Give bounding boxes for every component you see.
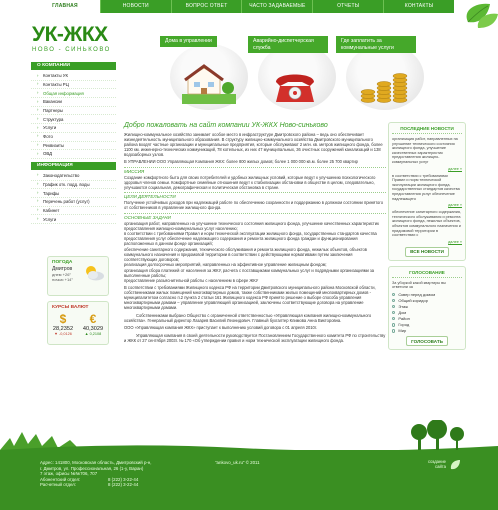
task-item: организация работ, направленных на улучшение технического состояния жилищного фонда, улучшение качественных характеристик предоставления жилищно-коммунальных услуг населению; <box>124 220 379 231</box>
poll-box <box>388 266 466 351</box>
sidebar-item-works-list[interactable]: › Перечень работ (услуг) <box>31 198 116 207</box>
nav-home[interactable]: ГЛАВНАЯ <box>30 0 101 13</box>
sidebar-item-water-schedule[interactable]: › График отк. подд. воды <box>31 181 116 190</box>
address-line: 7 этаж, офисы №№706, 707 <box>40 471 98 477</box>
calc-label: Расчетный отдел: <box>40 482 77 488</box>
mission-paragraph: Создание комфортного быта для своих потребителей и удобных жилищных условий, которые ведут к улучшению психологического здоровья членов семьи. Комфортные семейные отношения ведут к стабилизации обстановки в обществе в целом, следовательно, улучшаются социальная, демографическая и политическая обстановка в стране. <box>124 174 376 190</box>
news-more-link[interactable]: далее » <box>448 239 462 244</box>
nav-faq[interactable]: ЧАСТО ЗАДАВАЕМЫЕ ВОПРОСЫ <box>242 0 313 13</box>
radio-icon[interactable] <box>392 329 395 332</box>
subscriber-phone: 8 (222) 3-22-44 <box>108 476 139 482</box>
news-box <box>388 122 466 261</box>
footer <box>0 450 498 510</box>
nav-qa[interactable]: ВОПРОС ОТВЕТ <box>172 0 243 13</box>
top-navigation <box>30 0 454 22</box>
management-paragraph: В УПРАВЛЕНИИ ООО Управляющая Компания ЖКХ: более 800 жилых домов; более 1 000 000 кв.м. более 25 700 квартир <box>124 159 358 165</box>
banner-payment[interactable] <box>336 36 446 114</box>
telephone-icon <box>270 64 320 104</box>
poll-option-label: Сквер перед домом <box>398 291 436 297</box>
leaf-decoration-icon <box>454 0 498 30</box>
usd-rate: 28,2352 <box>52 326 74 332</box>
currency-title: КУРСЫ ВАЛЮТ <box>52 305 89 310</box>
goals-heading: ЦЕЛИ ДЕЯТЕЛЬНОСТИ <box>124 192 386 199</box>
sidebar-item-services-info[interactable]: › Услуги <box>31 215 116 224</box>
task-item: предоставление разъяснительной работы с населением в сфере ЖКУ <box>124 278 259 284</box>
poll-option[interactable] <box>392 304 462 309</box>
law-paragraph: В соответствии с требованиями Жилищного кодекса РФ на территории Дмитровского муниципального района Московской области, собственниками жилых помещений многоквартирных домов, также собственниками жилых помещений многоквартирных домов - муниципалитетом согласно п.2 пункта 2 статьи 161 Жилищного кодекса РФ принято решение о выборе способа управления многоквартирными домами – управление управляющей организацией, заключены соответствующие договора на управление многоквартирными домами. <box>124 285 376 311</box>
currency-widget <box>47 301 109 345</box>
eur-rate: 40,3029 <box>82 326 104 332</box>
sidebar-item-contacts-rc[interactable]: › Контакты РЦ <box>31 81 116 90</box>
banner-payment-label: Где заплатить за коммунальные услуги <box>336 36 416 53</box>
page-title: Добро пожаловать на сайт компании УК-ЖКХ Ново-синьково <box>124 122 328 129</box>
all-news-button[interactable]: ВСЕ НОВОСТИ <box>405 247 449 257</box>
company-menu <box>31 70 116 162</box>
poll-option[interactable] <box>392 310 462 315</box>
tasks-heading: ОСНОВНЫЕ ЗАДАЧИ <box>124 213 386 220</box>
logo-subtitle: НОВО - СИНЬКОВО <box>32 47 111 53</box>
nav-contacts[interactable]: КОНТАКТЫ <box>404 3 434 9</box>
nav-news[interactable]: НОВОСТИ <box>101 0 172 13</box>
news-header: ПОСЛЕДНИЕ НОВОСТИ <box>392 126 462 134</box>
news-more-link[interactable]: далее » <box>448 203 462 208</box>
radio-icon[interactable] <box>392 311 395 314</box>
sidebar-item-cabinet[interactable]: › Кабинет <box>31 207 116 216</box>
sidebar-item-requisites[interactable]: › Реквизиты <box>31 142 116 151</box>
poll-option[interactable] <box>392 316 462 321</box>
banner-emergency-label: Аварийно-диспетчерская служба <box>248 36 328 53</box>
task-item: организация сбора платежей от населения за ЖКУ, расчета с поставщиками коммунальных услуг и подрядными организациями за выполненные работы; <box>124 267 375 278</box>
task-item: в соответствии с требованиями Правил и норм технической эксплуатации жилищного фонда, государственных стандартов качества предоставления услуг обеспечение надлежащего содержания и ремонта жилищного фонда граждан и функционирования расположенных в данном фонде организаций; <box>124 231 377 247</box>
coins-icon <box>358 64 414 104</box>
mission-heading: МИССИЯ <box>124 167 386 174</box>
site-creator-link[interactable]: создание сайта <box>427 459 446 469</box>
sidebar-item-tariffs[interactable]: › Тарифы <box>31 189 116 198</box>
poll-question: За уборкой какой квартиры вы ответили за <box>392 280 446 290</box>
task-item: реализация долгосрочных мероприятий, направленных на эффективное управление жилищным фондом; <box>124 262 327 268</box>
poll-option-label: Район <box>398 316 410 322</box>
sidebar-item-photo[interactable]: › Фото <box>31 133 116 142</box>
poll-option-label: Этаж <box>398 304 408 310</box>
news-item: организация работ, направленных на улучшение технического состояния жилищного фонда, улучшение качественных характеристик предоставления жилищно-коммунальных услуг <box>392 137 458 164</box>
address-label: Адрес: <box>40 460 54 465</box>
radio-icon[interactable] <box>392 317 395 320</box>
sidebar-item-vacancies[interactable]: › Вакансии <box>31 98 116 107</box>
contract-paragraph: ООО «Управляющая компания ЖКХ» приступает к выполнению условий договора с 01 апреля 2010г. <box>124 325 317 331</box>
radio-icon[interactable] <box>392 299 395 302</box>
sidebar-item-contacts-uk[interactable]: › Контакты УК <box>31 72 116 81</box>
sidebar-item-services[interactable]: › Услуги <box>31 124 116 133</box>
left-sidebar <box>31 62 116 227</box>
banner-houses-label: Дома в управлении <box>160 36 217 47</box>
usd-change: ▼ -0,0126 <box>54 332 72 336</box>
weather-night: ночью +14° <box>52 277 74 282</box>
logo-title: УК-ЖКХ <box>32 23 108 46</box>
sun-cloud-icon <box>83 264 105 282</box>
goals-paragraph: Получение устойчивых доходов при надлежащей работе по обеспечению сохранности и поддержанию в должном состоянии принятого от собственников в управление жилищного фонда. <box>124 200 384 211</box>
calc-phone: 8 (222) 3-22-44 <box>108 482 139 488</box>
poll-option-label: Мир <box>398 328 407 334</box>
news-item: обеспечение санитарного содержания, технического обслуживания и ремонта жилищного фонда, нежилых объектов, объектов коммунального назначения и придомовой территории в соответствии с <box>392 210 461 238</box>
poll-option-label: Дом <box>398 310 407 316</box>
radio-icon[interactable] <box>392 323 395 326</box>
nav-reports[interactable]: ОТЧЕТЫ <box>313 0 384 13</box>
poll-option[interactable] <box>392 328 462 333</box>
info-menu-header: ИНФОРМАЦИЯ <box>31 162 116 170</box>
main-content <box>124 122 386 345</box>
poll-option[interactable] <box>392 292 462 297</box>
euro-icon: € <box>89 312 97 326</box>
copyright: "ankovo_uk.ru" © 2011 <box>215 460 260 465</box>
weather-widget <box>47 256 109 296</box>
company-menu-header: О КОМПАНИИ <box>31 62 116 70</box>
leaf-logo-icon[interactable] <box>449 459 461 471</box>
eur-change: ▲ 0,2108 <box>84 332 102 336</box>
news-more-link[interactable]: далее » <box>448 166 462 171</box>
info-menu <box>31 170 116 227</box>
weather-city: Дмитров <box>52 266 73 272</box>
weather-day: днем +26° <box>52 272 72 277</box>
address-line: 141800, Московская область, Дмитровский р-н, <box>55 460 152 465</box>
dollar-icon: $ <box>59 312 67 326</box>
owners-paragraph: Собственниками выбрано Общество с ограниченной ответственностью «Управляющая компания жилищно-коммунального хозяйства». Генеральный директор Лазарев Василий Леонидович. Главный бухгалтер Климова Анна Викторовна. <box>124 312 372 323</box>
house-icon <box>182 64 236 104</box>
poll-option-label: Город <box>398 322 410 328</box>
poll-option[interactable] <box>392 298 462 303</box>
footer-address <box>40 460 152 488</box>
sidebar-item-structure[interactable]: › Структура <box>31 115 116 124</box>
sidebar-item-general-info[interactable]: › Общая информация <box>31 89 116 98</box>
subscriber-label: Абонентский отдел: <box>40 476 81 482</box>
intro-paragraph: Жилищно-коммунальное хозяйство занимает особое место в инфраструктуре Дмитровского района – ведь оно обеспечивает жизнедеятельность муниципального образования. В структуру жилищно-коммунального хозяйства Дмитровского муниципального района входят частные организации и муниципальные предприятия, которые обслуживают 2 млн. кв. метров жилищного фонда, более 1100 км. инженерно-технических коммуникаций, 78 котельных, из них 47 муниципальных, 36 очистных сооружений канализаций и 138 водозаборных узлов. <box>124 132 383 157</box>
poll-option-label: Общий коридор <box>398 297 428 303</box>
radio-icon[interactable] <box>392 305 395 308</box>
weather-title: ПОГОДА <box>52 260 73 265</box>
sidebar-item-legislation[interactable]: › Законодательство <box>31 172 116 181</box>
address-line: г. Дмитров, ул. Профессиональная, 26 (1-у, Варан) <box>40 465 144 471</box>
poll-header: ГОЛОСОВАНИЕ <box>392 270 462 278</box>
rules-paragraph: Управляющая компания в своей деятельности руководствуется Постановлением Государственного комитета РФ по строительству и ЖКК от 27 сентября 2003г. № 170 «Об утверждении правил и норм технической эксплуатации жилищного фонда. <box>124 332 386 343</box>
vote-button[interactable]: ГОЛОСОВАТЬ <box>406 336 448 346</box>
site-logo[interactable] <box>32 24 111 53</box>
poll-option[interactable] <box>392 322 462 327</box>
right-sidebar <box>388 122 466 350</box>
sidebar-item-partners[interactable]: › Партнеры <box>31 107 116 116</box>
task-item: обеспечение санитарного содержания, технического обслуживания и ремонта жилищного фонда, нежилых объектов, объектов коммунального назначения и придомовой территории в соответствии с действующими нормативами путем заключения соответствующих договоров; <box>124 246 367 262</box>
sidebar-item-ovd[interactable]: › ОВД <box>31 150 116 159</box>
radio-icon[interactable] <box>392 293 395 296</box>
news-item: в соответствии с требованиями Правил и норм технической эксплуатации жилищного фонда, государственных стандартов качества предоставления услуг обеспечение надлежащего <box>392 173 460 201</box>
